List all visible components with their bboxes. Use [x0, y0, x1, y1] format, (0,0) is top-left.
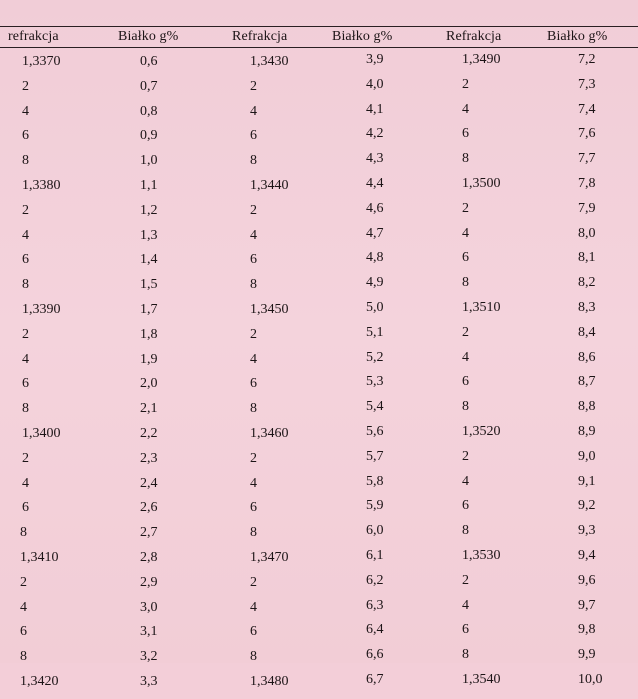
refraction-cell: 4 — [462, 349, 469, 365]
table-header-rule — [0, 47, 638, 48]
protein-cell: 2,3 — [140, 450, 158, 466]
protein-cell: 7,2 — [578, 52, 596, 67]
protein-cell: 3,2 — [140, 649, 158, 665]
refraction-cell: 2 — [20, 574, 27, 590]
refraction-cell: 1,3400 — [22, 425, 61, 441]
refraction-cell: 2 — [22, 326, 29, 342]
table-row — [0, 225, 638, 253]
refraction-cell: 8 — [250, 153, 257, 169]
protein-cell: 4,7 — [366, 225, 384, 241]
table-row — [0, 473, 638, 501]
refraction-cell: 2 — [22, 202, 29, 218]
protein-cell: 7,9 — [578, 200, 596, 216]
refraction-cell: 4 — [250, 103, 257, 119]
protein-cell: 6,3 — [366, 597, 384, 613]
table-row — [0, 500, 638, 525]
refraction-cell: 1,3450 — [250, 301, 289, 317]
refraction-cell: 8 — [250, 649, 257, 665]
refraction-cell: 6 — [22, 376, 29, 392]
table-row — [0, 299, 638, 327]
refraction-cell: 8 — [22, 401, 29, 417]
protein-cell: 4,1 — [366, 101, 384, 117]
protein-cell: 9,9 — [578, 647, 596, 663]
table-row — [0, 153, 638, 178]
protein-cell: 2,9 — [140, 574, 158, 590]
refraction-cell: 8 — [20, 649, 27, 665]
table-body — [0, 54, 638, 699]
protein-cell: 1,9 — [140, 351, 158, 367]
refraction-cell: 4 — [20, 599, 27, 615]
protein-cell: 6,1 — [366, 547, 384, 563]
refraction-cell: 2 — [22, 78, 29, 94]
table-row — [0, 54, 638, 79]
protein-cell: 9,7 — [578, 597, 596, 613]
protein-cell: 9,6 — [578, 572, 596, 588]
protein-cell: 1,8 — [140, 326, 158, 342]
protein-cell: 1,4 — [140, 252, 158, 268]
protein-cell: 5,1 — [366, 324, 384, 340]
protein-cell: 7,4 — [578, 101, 596, 117]
protein-cell: 8,2 — [578, 275, 596, 291]
refraction-cell: 8 — [462, 151, 469, 167]
refraction-cell: 2 — [22, 450, 29, 466]
protein-cell: 8,7 — [578, 374, 596, 390]
protein-cell: 8,1 — [578, 250, 596, 266]
protein-cell: 9,3 — [578, 523, 596, 539]
refraction-cell: 4 — [250, 475, 257, 491]
refraction-cell: 2 — [250, 78, 257, 94]
header-bialko-1: Białko g% — [118, 29, 179, 44]
protein-cell: 5,6 — [366, 423, 384, 439]
table-row — [0, 525, 638, 550]
protein-cell: 6,7 — [366, 671, 384, 687]
refraction-cell: 1,3440 — [250, 177, 289, 193]
protein-cell: 8,4 — [578, 324, 596, 340]
refraction-cell: 4 — [22, 475, 29, 491]
protein-cell: 4,3 — [366, 151, 384, 167]
table-row — [0, 547, 638, 575]
protein-cell: 2,2 — [140, 425, 158, 441]
protein-cell: 5,2 — [366, 349, 384, 365]
refraction-cell: 2 — [462, 572, 469, 588]
refraction-cell: 1,3490 — [462, 52, 501, 67]
header-bialko-2: Białko g% — [332, 29, 393, 44]
protein-cell: 2,0 — [140, 376, 158, 392]
protein-cell: 4,0 — [366, 76, 384, 92]
table-row — [0, 200, 638, 228]
table-row — [0, 128, 638, 153]
refraction-cell: 1,3460 — [250, 425, 289, 441]
header-refrakcja-1: refrakcja — [8, 29, 59, 44]
protein-cell: 4,8 — [366, 250, 384, 266]
refraction-cell: 8 — [462, 523, 469, 539]
protein-cell: 5,4 — [366, 399, 384, 415]
protein-cell: 0,9 — [140, 128, 158, 144]
table-row — [0, 324, 638, 352]
refraction-cell: 6 — [22, 500, 29, 516]
table-row — [0, 423, 638, 451]
protein-cell: 5,0 — [366, 299, 384, 315]
protein-cell: 2,8 — [140, 549, 158, 565]
refraction-cell: 6 — [462, 126, 469, 142]
protein-cell: 1,7 — [140, 301, 158, 317]
refraction-cell: 6 — [462, 498, 469, 514]
protein-cell: 7,3 — [578, 76, 596, 92]
protein-cell: 0,7 — [140, 78, 158, 94]
table-row — [0, 649, 638, 674]
protein-cell: 9,4 — [578, 547, 596, 563]
table-row — [0, 448, 638, 476]
protein-cell: 6,2 — [366, 572, 384, 588]
protein-cell: 1,3 — [140, 227, 158, 243]
protein-cell: 5,8 — [366, 473, 384, 489]
protein-cell: 3,9 — [366, 52, 384, 67]
refraction-cell: 2 — [462, 448, 469, 464]
table-row — [0, 76, 638, 104]
protein-cell: 2,4 — [140, 475, 158, 491]
protein-cell: 8,3 — [578, 299, 596, 315]
refraction-cell: 6 — [250, 376, 257, 392]
refraction-cell: 6 — [250, 128, 257, 144]
refraction-cell: 6 — [20, 624, 27, 640]
refraction-cell: 2 — [250, 326, 257, 342]
refraction-cell: 8 — [462, 399, 469, 415]
refraction-cell: 1,3410 — [20, 549, 59, 565]
refraction-cell: 8 — [462, 647, 469, 663]
protein-cell: 4,6 — [366, 200, 384, 216]
protein-cell: 1,5 — [140, 277, 158, 293]
refraction-cell: 6 — [250, 624, 257, 640]
refraction-cell: 8 — [22, 153, 29, 169]
refraction-cell: 6 — [22, 128, 29, 144]
table-row — [0, 597, 638, 625]
protein-cell: 5,7 — [366, 448, 384, 464]
refraction-cell: 8 — [250, 525, 257, 541]
protein-cell: 9,0 — [578, 448, 596, 464]
protein-cell: 3,3 — [140, 673, 158, 689]
refraction-cell: 1,3480 — [250, 673, 289, 689]
table-row — [0, 401, 638, 426]
protein-cell: 2,1 — [140, 401, 158, 417]
refraction-cell: 4 — [462, 473, 469, 489]
protein-cell: 9,1 — [578, 473, 596, 489]
refraction-cell: 4 — [462, 597, 469, 613]
protein-cell: 6,6 — [366, 647, 384, 663]
refraction-cell: 2 — [462, 324, 469, 340]
refraction-cell: 2 — [250, 450, 257, 466]
refraction-cell: 6 — [22, 252, 29, 268]
protein-cell: 8,8 — [578, 399, 596, 415]
refraction-cell: 4 — [22, 103, 29, 119]
protein-cell: 0,6 — [140, 54, 158, 69]
protein-cell: 1,0 — [140, 153, 158, 169]
refraction-cell: 1,3430 — [250, 54, 289, 69]
refraction-cell: 6 — [462, 250, 469, 266]
protein-cell: 8,0 — [578, 225, 596, 241]
protein-cell: 2,7 — [140, 525, 158, 541]
table-row — [0, 277, 638, 302]
protein-cell: 9,2 — [578, 498, 596, 514]
refraction-cell: 1,3520 — [462, 423, 501, 439]
refraction-cell: 1,3540 — [462, 671, 501, 687]
refraction-cell: 4 — [462, 101, 469, 117]
refraction-cell: 8 — [250, 277, 257, 293]
refraction-cell: 4 — [250, 599, 257, 615]
refraction-cell: 2 — [462, 76, 469, 92]
table-top-rule — [0, 26, 638, 27]
protein-cell: 7,8 — [578, 175, 596, 191]
protein-cell: 5,3 — [366, 374, 384, 390]
refraction-cell: 2 — [250, 202, 257, 218]
protein-cell: 2,6 — [140, 500, 158, 516]
refraction-cell: 8 — [22, 277, 29, 293]
refraction-cell: 8 — [250, 401, 257, 417]
protein-cell: 6,0 — [366, 523, 384, 539]
protein-cell: 6,4 — [366, 622, 384, 638]
table-row — [0, 175, 638, 203]
refraction-cell: 8 — [20, 525, 27, 541]
protein-cell: 5,9 — [366, 498, 384, 514]
refraction-cell: 1,3510 — [462, 299, 501, 315]
table-row — [0, 101, 638, 129]
refraction-cell: 2 — [462, 200, 469, 216]
refraction-cell: 8 — [462, 275, 469, 291]
refraction-cell: 4 — [22, 351, 29, 367]
refraction-cell: 6 — [462, 622, 469, 638]
refraction-cell: 6 — [462, 374, 469, 390]
refraction-cell: 1,3420 — [20, 673, 59, 689]
refraction-cell: 1,3500 — [462, 175, 501, 191]
header-refrakcja-2: Refrakcja — [232, 29, 288, 44]
refraction-cell: 4 — [250, 227, 257, 243]
header-bialko-3: Białko g% — [547, 29, 608, 44]
refraction-cell: 1,3380 — [22, 177, 61, 193]
table-row — [0, 671, 638, 699]
protein-cell: 1,1 — [140, 177, 158, 193]
refraction-cell: 2 — [250, 574, 257, 590]
table-row — [0, 349, 638, 377]
protein-cell: 9,8 — [578, 622, 596, 638]
protein-cell: 4,9 — [366, 275, 384, 291]
refraction-cell: 4 — [250, 351, 257, 367]
table-row — [0, 624, 638, 649]
table-row — [0, 376, 638, 401]
protein-cell: 8,9 — [578, 423, 596, 439]
refraction-cell: 4 — [462, 225, 469, 241]
protein-cell: 7,6 — [578, 126, 596, 142]
refraction-cell: 1,3470 — [250, 549, 289, 565]
table-row — [0, 572, 638, 600]
protein-cell: 0,8 — [140, 103, 158, 119]
protein-cell: 10,0 — [578, 671, 603, 687]
protein-cell: 1,2 — [140, 202, 158, 218]
table-row — [0, 252, 638, 277]
header-refrakcja-3: Refrakcja — [446, 29, 502, 44]
refraction-cell: 1,3530 — [462, 547, 501, 563]
refraction-cell: 4 — [22, 227, 29, 243]
refraction-cell: 1,3390 — [22, 301, 61, 317]
protein-cell: 7,7 — [578, 151, 596, 167]
protein-cell: 3,1 — [140, 624, 158, 640]
refraction-cell: 6 — [250, 500, 257, 516]
protein-cell: 3,0 — [140, 599, 158, 615]
protein-cell: 4,2 — [366, 126, 384, 142]
protein-cell: 4,4 — [366, 175, 384, 191]
protein-cell: 8,6 — [578, 349, 596, 365]
refraction-cell: 1,3370 — [22, 54, 61, 69]
refraction-cell: 6 — [250, 252, 257, 268]
